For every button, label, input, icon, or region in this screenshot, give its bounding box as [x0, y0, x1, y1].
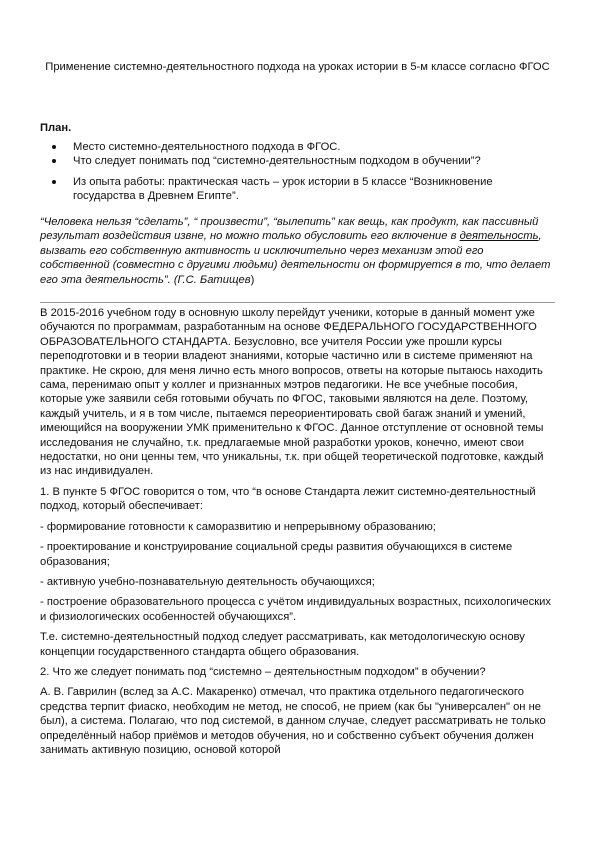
paragraph-gavrilin: А. В. Гаврилин (вслед за А.С. Макаренко) отмечал, что практика отдельного педагогического средства терпит фиаско, необходим не метод, не способ, не прием (как бы "универсален" он не был), а система. Полагаю, что под системой, в данном случае, следует рассматривать не только определённый набор приёмов и методов обучения, но и собственно субъект обучения должен занимать активную позицию, основой которой — [40, 686, 546, 756]
list-item-dash: - активную учебно-познавательную деятельность обучающихся; — [40, 575, 375, 588]
paragraph-point-1: 1. В пункте 5 ФГОС говорится о том, что “в основе Стандарта лежит системно-деятельностный подход, который обеспечивает: — [40, 485, 536, 513]
paragraph-conclusion: Т.е. системно-деятельностный подход следует рассматривать, как методологическую основу концепции государственного стандарта общего образования. — [40, 631, 525, 658]
document-title: Применение системно-деятельностного подхода на уроках истории в 5-м классе согласно ФГОС — [45, 61, 550, 73]
epigraph-text-part-1: “Человека нельзя “сделать”, “ произвести”, “вылепить” как вещь, как продукт, как пассивный результат воздействия извне, но можно только обусловить его включение в — [40, 216, 539, 243]
body-text — [40, 306, 555, 763]
paragraph-intro: В 2015-2016 учебном году в основную школу перейдут ученики, которые в данный момент уже обучаются по программам, разработанным на основе ФЕДЕРАЛЬНОГО ГОСУДАРСТВЕННОГО ОБРАЗОВАТЕЛЬНОГО СТАНДАРТА. Безусловно, все учителя России уже прошли курсы переподготовки и в теории владеют знаниями, которые частично или в системе применяют на практике. Не скрою, для меня лично есть много вопросов, ответы на которые пытаюсь находить сама, перенимаю опыт у коллег и признанных мэтров педагогики. Не все учебные пособия, которые уже заявили себя готовыми обучать по ФГОС, таковыми являются на деле. Поэтому, каждый учитель, и я в том числе, пытаемся переориентировать свой багаж знаний и умений, имеющийся на вооружении УМК применительно к ФГОС. Данное отступление от основной темы исследования не случайно, т.к. предлагаемые мной разработки уроков, конечно, имеют свои недостатки, но они ценны тем, что уникальны, т.к. при общей теоретической подготовке, каждый из нас индивидуален. — [40, 307, 544, 478]
plan-list — [40, 140, 555, 204]
plan-item: Что следует понимать под “системно-деятельностным подходом в обучении”? — [40, 154, 555, 168]
epigraph-quote — [40, 215, 555, 287]
list-item-dash: - построение образовательного процесса с учётом индивидуальных возрастных, психологических и физиологических особенностей обучающихся”. — [40, 596, 551, 623]
epigraph-underlined-word: деятельность — [459, 230, 539, 243]
epigraph-closing-paren: ) — [250, 273, 255, 286]
epigraph-text-part-2: , вызвать его собственную активность и исключительно через механизм этой его собственной (совместно с другими людьми) деятельности он формируется в то, что делает его эта деятельность”. (Г.С. Батищев — [40, 230, 551, 286]
plan-item: Место системно-деятельностного подхода в ФГОС. — [40, 140, 555, 154]
plan-heading: План. — [40, 122, 72, 134]
list-item-dash: - проектирование и конструирование социальной среды развития обучающихся в системе образования; — [40, 541, 513, 568]
section-divider — [40, 302, 555, 303]
paragraph-point-2: 2. Что же следует понимать под “системно – деятельностным подходом” в обучении? — [40, 665, 486, 678]
list-item-dash: - формирование готовности к саморазвитию и непрерывному образованию; — [40, 520, 436, 533]
plan-item: Из опыта работы: практическая часть – урок истории в 5 классе “Возникновение государства в Древнем Египте”. — [40, 175, 555, 204]
